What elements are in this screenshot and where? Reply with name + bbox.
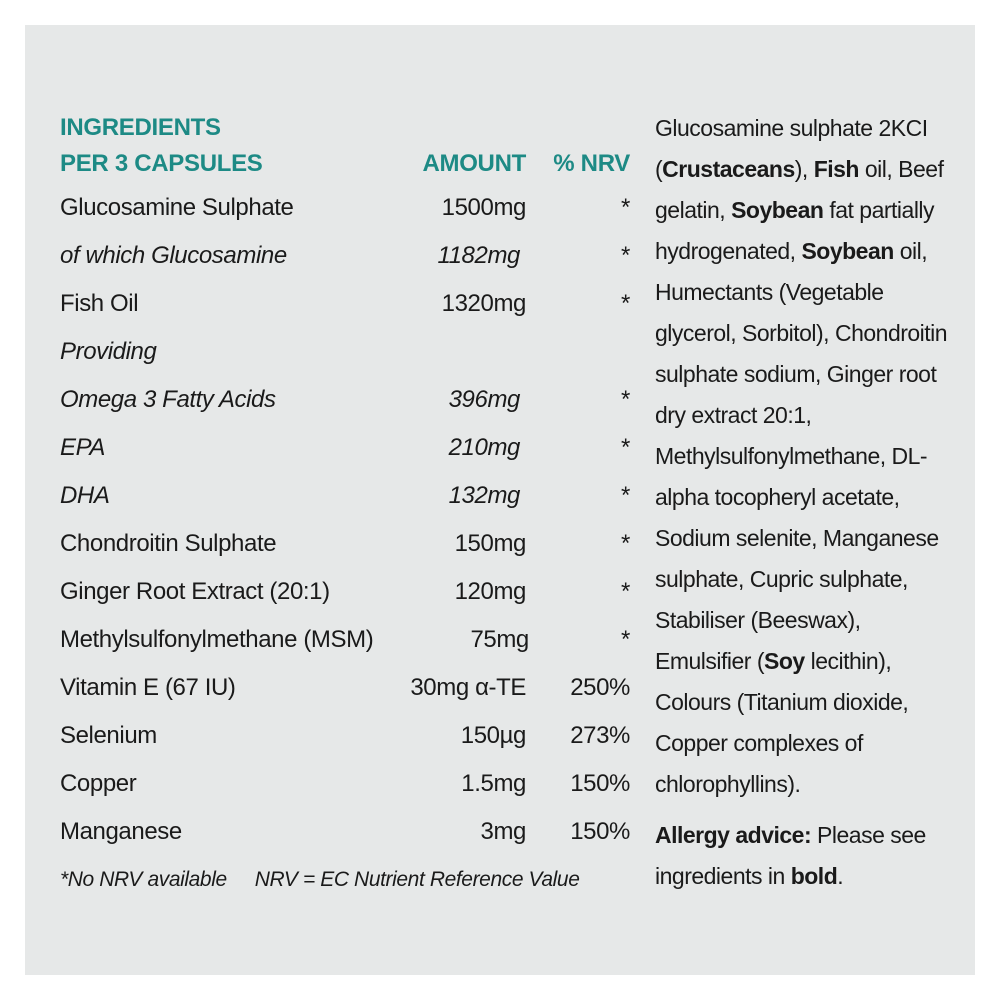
heading-line2: PER 3 CAPSULES xyxy=(60,150,263,177)
allergen-bold: Fish xyxy=(813,156,859,182)
row-name: Copper xyxy=(60,770,137,797)
ingredients-column xyxy=(655,108,960,897)
allergy-bold-word: bold xyxy=(790,863,838,889)
row-nrv: * xyxy=(621,578,630,605)
table-row xyxy=(60,242,630,290)
row-name: Vitamin E (67 IU) xyxy=(60,674,236,701)
table-row xyxy=(60,482,630,530)
table-row xyxy=(60,530,630,578)
allergen-bold: Soy xyxy=(764,648,805,674)
table-row xyxy=(60,338,630,386)
table-row xyxy=(60,674,630,722)
row-amount: 396mg xyxy=(448,386,520,413)
row-nrv: 273% xyxy=(570,722,630,749)
ingredients-list xyxy=(655,108,960,805)
table-row xyxy=(60,434,630,482)
allergen-bold: Soybean xyxy=(731,197,824,223)
allergen-bold: Soybean xyxy=(801,238,894,264)
row-nrv: * xyxy=(621,386,630,413)
row-amount: 1182mg xyxy=(437,242,520,269)
table-row xyxy=(60,722,630,770)
row-nrv: * xyxy=(621,242,630,269)
table-row xyxy=(60,578,630,626)
table-row xyxy=(60,194,630,242)
row-amount: 1.5mg xyxy=(461,770,526,797)
row-name: Manganese xyxy=(60,818,182,845)
table-row xyxy=(60,626,630,674)
ingredients-text: oil, Humectants (Vegetable glycerol, Sorbitol), Chondroitin sulphate sodium, Ginger root dry extract 20:1, Methylsulfonylmethane, DL-alpha tocopheryl acetate, Sodium selenite, Manganese sulphate, Cupric sulphate, Stabiliser (Beeswax), Emulsifier ( xyxy=(655,238,948,674)
row-amount: 1320mg xyxy=(441,290,526,317)
row-nrv: 150% xyxy=(570,770,630,797)
table-heading xyxy=(60,110,630,182)
row-amount: 120mg xyxy=(454,578,526,605)
table-row xyxy=(60,818,630,866)
row-nrv: 250% xyxy=(570,674,630,701)
allergy-label: Allergy advice: xyxy=(655,822,812,848)
row-amount: 210mg xyxy=(448,434,520,461)
footnote-nrv-definition: NRV = EC Nutrient Reference Value xyxy=(254,868,580,891)
row-amount: 132mg xyxy=(448,482,520,509)
table-row xyxy=(60,386,630,434)
row-nrv: * xyxy=(621,194,630,221)
row-name: Selenium xyxy=(60,722,157,749)
row-name: Methylsulfonylmethane (MSM) xyxy=(60,626,374,653)
allergy-text: Please see ingredients in xyxy=(655,822,926,889)
allergy-end: . xyxy=(837,863,844,889)
table-footnote xyxy=(60,868,630,892)
ingredients-text: oil, Beef gelatin, xyxy=(655,156,944,223)
row-name: Glucosamine Sulphate xyxy=(60,194,294,221)
heading-row xyxy=(60,146,630,182)
row-name: DHA xyxy=(60,482,110,509)
ingredients-text: fat partially hydrogenated, xyxy=(655,197,935,264)
row-name: of which Glucosamine xyxy=(60,242,287,269)
heading-line1: INGREDIENTS xyxy=(60,114,221,141)
allergy-advice xyxy=(655,815,960,897)
row-name: EPA xyxy=(60,434,106,461)
row-name: Providing xyxy=(60,338,157,365)
row-name: Omega 3 Fatty Acids xyxy=(60,386,276,413)
row-amount: 75mg xyxy=(470,626,529,653)
column-header-amount: AMOUNT xyxy=(422,150,526,177)
row-amount: 150mg xyxy=(454,530,526,557)
allergen-bold: Crustaceans xyxy=(662,156,795,182)
row-name: Ginger Root Extract (20:1) xyxy=(60,578,330,605)
row-nrv: * xyxy=(621,626,630,653)
ingredients-text: Glucosamine sulphate 2KCI ( xyxy=(655,115,928,182)
row-nrv: * xyxy=(621,290,630,317)
table-row xyxy=(60,770,630,818)
ingredients-text: lecithin), Colours (Titanium dioxide, Copper complexes of chlorophyllins). xyxy=(655,648,909,797)
row-nrv: 150% xyxy=(570,818,630,845)
row-amount: 30mg α-TE xyxy=(410,674,526,701)
table-row xyxy=(60,290,630,338)
row-nrv: * xyxy=(621,530,630,557)
nutrition-table xyxy=(60,110,630,892)
row-amount: 1500mg xyxy=(441,194,526,221)
row-nrv: * xyxy=(621,482,630,509)
row-amount: 150µg xyxy=(460,722,526,749)
row-name: Chondroitin Sulphate xyxy=(60,530,277,557)
ingredients-text: ), xyxy=(794,156,814,182)
row-amount: 3mg xyxy=(480,818,526,845)
table-rows xyxy=(60,194,630,866)
row-name: Fish Oil xyxy=(60,290,139,317)
footnote-no-nrv: *No NRV available xyxy=(60,868,227,891)
row-nrv: * xyxy=(621,434,630,461)
column-header-nrv: % NRV xyxy=(553,150,630,177)
